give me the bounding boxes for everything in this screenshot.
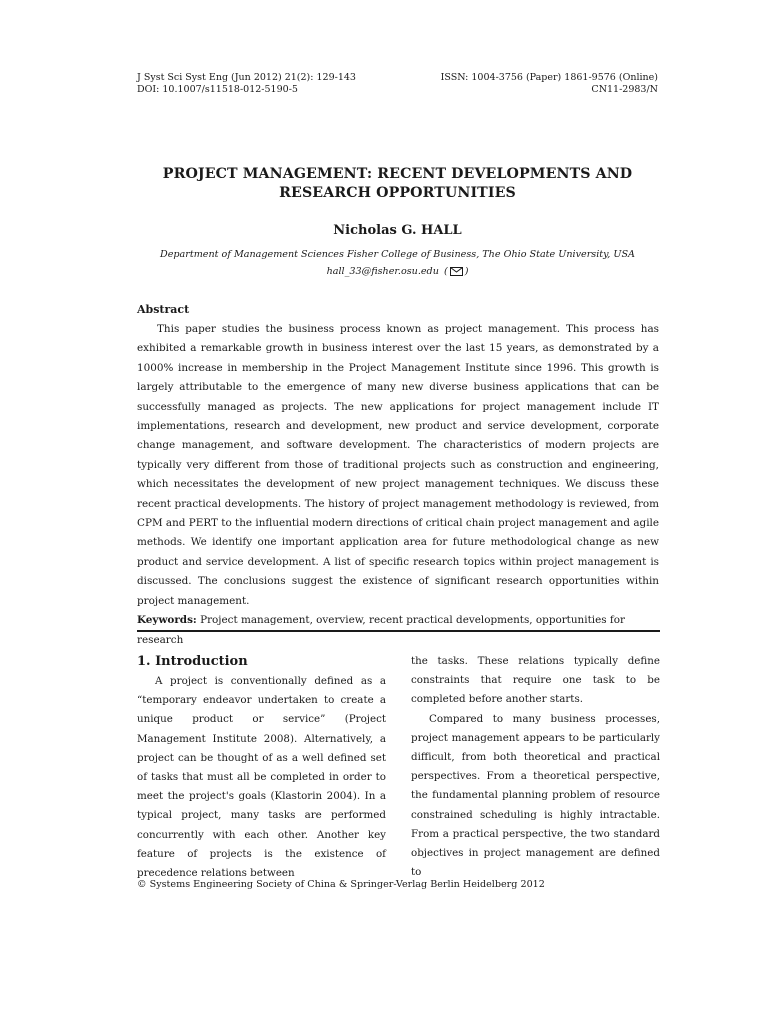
intro-paragraph-2: Compared to many business processes, project management appears to be particularly difficult, from both theoretical and practical perspectives. From a theoretical perspective, the fundamental planning problem of resource constrained scheduling is highly intractable. From a practical perspective, the two standard objectives in project management are defined to — [411, 712, 660, 879]
keywords-text: Project management, overview, recent practical developments, opportunities for research — [137, 614, 625, 646]
doi-link[interactable]: DOI: 10.1007/s11518-012-5190-5 — [137, 84, 298, 95]
abstract-heading: Abstract — [137, 303, 190, 316]
affiliation-block — [130, 246, 665, 280]
journal-reference: J Syst Sci Syst Eng (Jun 2012) 21(2): 129-143 — [137, 72, 356, 83]
right-column — [411, 652, 660, 882]
abstract-body: This paper studies the business process known as project management. This process has exhibited a remarkable growth in business interest over the last 15 years, as demonstrated by a 1000% increase in membership in the Project Management Institute since 1996. This growth is largely attributable to the emergence of many new diverse business applications that can be successfully managed as projects. The new applications for project management include IT implementations, research and development, new product and service development, corporate change management, and software development. The characteristics of modern projects are typically very different from those of traditional projects such as construction and engineering, which necessitates the development of new project management techniques. We discuss these recent practical developments. The history of project management methodology is reviewed, from CPM and PERT to the influential modern directions of critical chain project management and agile methods. We identify one important application area for future methodological change as new product and service development. A list of specific research topics within project management is discussed. The conclusions suggest the existence of significant research opportunities within project management. — [137, 323, 659, 607]
issn: ISSN: 1004-3756 (Paper) 1861-9576 (Online) — [440, 72, 658, 83]
author-email[interactable]: hall_33@fisher.osu.edu — [326, 266, 439, 277]
section-divider — [137, 630, 660, 632]
cn-number: CN11-2983/N — [591, 84, 658, 95]
copyright-footer: © Systems Engineering Society of China & Springer-Verlag Berlin Heidelberg 2012 — [137, 879, 545, 890]
issn-block — [441, 72, 658, 96]
affiliation: Department of Management Sciences Fisher College of Business, The Ohio State University, USA — [160, 249, 635, 260]
left-column — [137, 652, 386, 883]
envelope-icon — [450, 267, 463, 276]
intro-paragraph-1: A project is conventionally defined as a “temporary endeavor undertaken to create a unique product or service” (Project Management Institute 2008). Alternatively, a project can be thought of as a well defined set of tasks that must all be completed in order to meet the project's goals (Klastorin 2004). In a typical project, many tasks are performed concurrently with each other. Another key feature of projects is the existence of precedence relations between — [137, 675, 386, 880]
journal-citation — [137, 72, 356, 96]
close-paren: ) — [464, 266, 469, 277]
abstract-section — [137, 302, 659, 650]
author-name: Nicholas G. HALL — [333, 223, 462, 238]
open-paren: ( — [440, 266, 448, 277]
intro-paragraph-1-continued: the tasks. These relations typically define constraints that require one task to be completed before another starts. — [411, 655, 660, 706]
keywords-label: Keywords: — [137, 614, 197, 627]
paper-title: PROJECT MANAGEMENT: RECENT DEVELOPMENTS AND RESEARCH OPPORTUNITIES — [162, 166, 633, 201]
intro-heading: 1. Introduction — [137, 654, 248, 669]
